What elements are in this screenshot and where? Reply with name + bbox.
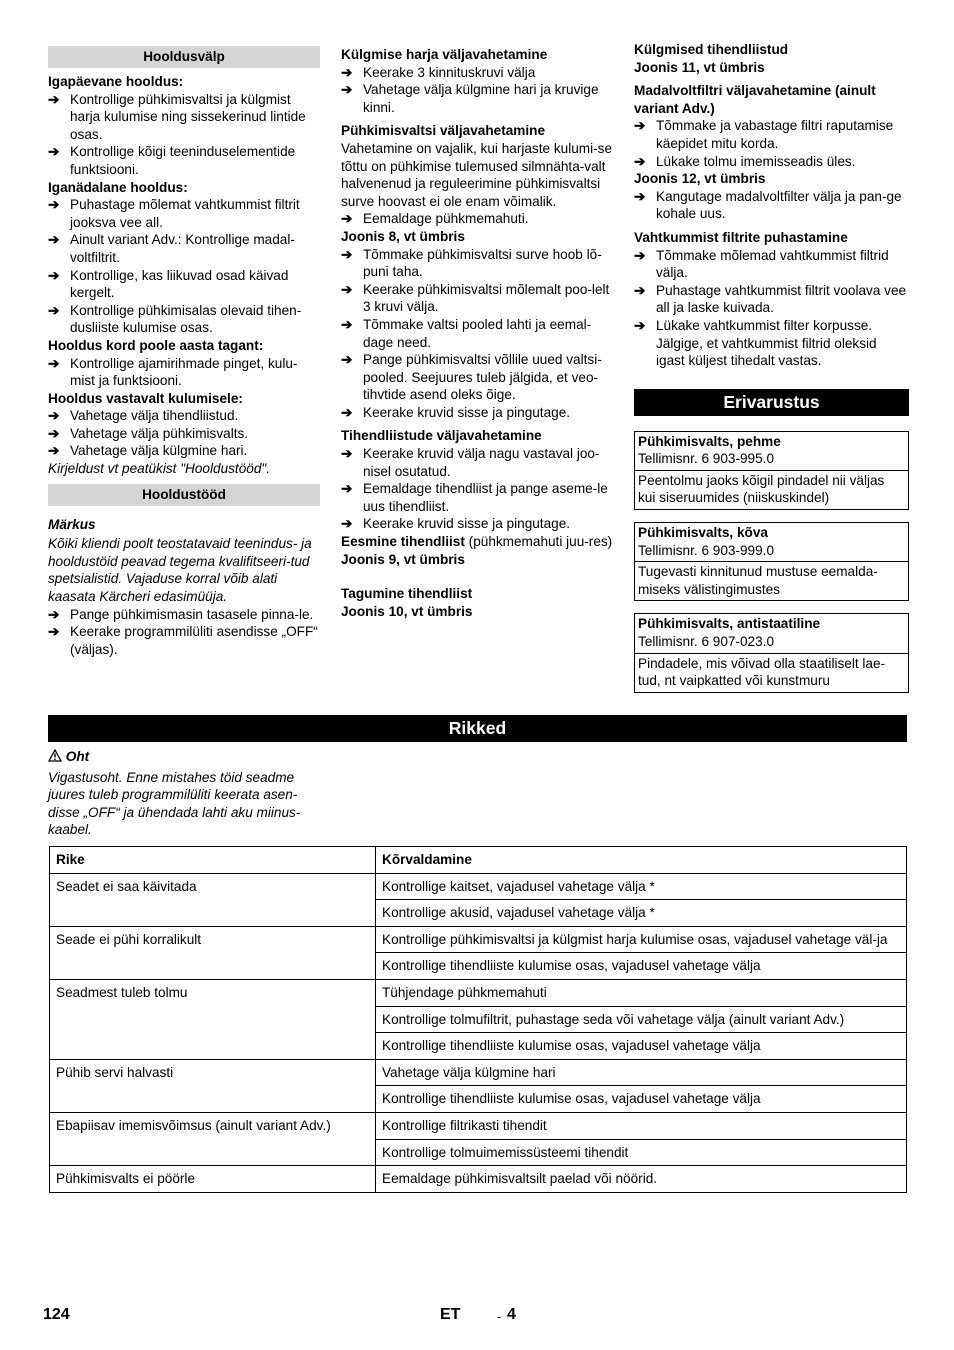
list-item: ➔ Eemaldage tihendliist ja pange aseme-le uus tihendliist. (341, 481, 608, 514)
remedy-cell: Kontrollige tihendliiste kulumise osas, vajadusel vahetage välja (376, 1033, 907, 1060)
list-item: ➔ Keerake kruvid sisse ja pingutage. (341, 516, 571, 532)
front-seal: Eesmine tihendliist (pühkmemahuti juu-res) (341, 534, 613, 550)
list-item: ➔ Tõmmake pühkimisvaltsi surve hoob lõ-puni taha. (341, 246, 602, 280)
accessory-name: Pühkimisvalts, kõva (638, 525, 768, 541)
arrow-right-icon: ➔ (634, 317, 646, 333)
arrow-right-icon: ➔ (634, 282, 646, 298)
section-heading-hooldusvalp: Hooldusvälp (48, 46, 320, 68)
table-row (50, 1112, 907, 1139)
daily-title: Igapäevane hooldus: (48, 74, 184, 89)
arrow-right-icon: ➔ (48, 144, 60, 160)
list-item: ➔ Kontrollige pühkimisvaltsi ja külgmist harja kulumise ning sissekerinud lintide osas. (48, 91, 306, 142)
list-item: ➔ Tõmmake ja vabastage filtri raputamise käepidet mitu korda. (634, 118, 894, 151)
remedy-cell: Kontrollige pühkimisvaltsi ja külgmist harja kulumise osas, vajadusel vahetage väl-ja (376, 926, 907, 953)
list-item: ➔ Vahetage välja külgmine hari ja kruvige kinni. (341, 82, 599, 115)
note-title: Märkus (48, 516, 96, 532)
faults-heading: Rikked (48, 715, 907, 742)
remedy-cell: Kontrollige tolmuimemissüsteemi tihendit (376, 1139, 907, 1166)
arrow-right-icon: ➔ (341, 64, 353, 80)
list-item: ➔ Pange pühkimismasin tasasele pinna-le. (48, 606, 314, 622)
arrow-right-icon: ➔ (48, 232, 60, 248)
roller-steps-list (341, 246, 614, 422)
halfyear-title: Hooldus kord poole aasta tagant: (48, 337, 264, 353)
list-item: ➔ Kontrollige, kas liikuvad osad käivad kergelt. (48, 267, 289, 301)
remedy-cell: Tühjendage pühkmemahuti (376, 979, 907, 1006)
figure-8-ref: Joonis 8, vt ümbris (341, 228, 465, 244)
accessory-order: Tellimisnr. 6 907-023.0 (638, 634, 775, 650)
language-code: ET (440, 1306, 461, 1323)
prep-steps-list (48, 606, 320, 659)
table-row (50, 926, 907, 953)
accessory-box-1 (634, 522, 909, 601)
arrow-right-icon: ➔ (634, 153, 646, 169)
header-fault: Rike (50, 847, 376, 874)
arrow-right-icon: ➔ (48, 267, 60, 283)
list-item: ➔ Keerake 3 kinnituskruvi välja (341, 64, 536, 80)
list-item: ➔ Kontrollige kõigi teeninduselementide funktsiooni. (48, 144, 296, 177)
accessory-order: Tellimisnr. 6 903-999.0 (638, 542, 775, 558)
table-row (50, 1059, 907, 1086)
remedy-cell: Kontrollige tolmufiltrit, puhastage seda või vahetage välja (ainult variant Adv.) (376, 1006, 907, 1033)
column-2 (341, 44, 614, 620)
list-item: ➔ Puhastage vahtkummist filtrit voolava vee all ja laske kuivada. (634, 282, 907, 316)
rear-seal-title: Tagumine tihendliist (341, 586, 473, 602)
arrow-right-icon: ➔ (634, 188, 646, 204)
daily-list (48, 91, 320, 179)
remedy-cell: Kontrollige akusid, vajadusel vahetage välja * (376, 900, 907, 927)
arrow-right-icon: ➔ (634, 118, 646, 134)
list-item: ➔ Keerake pühkimisvaltsi mõlemalt poo-lelt 3 kruvi välja. (341, 281, 610, 315)
arrow-right-icon: ➔ (48, 302, 60, 318)
list-item: ➔ Keerake kruvid välja nagu vastaval joo-nisel osutatud. (341, 446, 600, 479)
note-text: Kõiki kliendi poolt teostatavaid teenindus- ja hooldustöid peavad tegema kvalifitseeri-tud spetsialistid. Vajaduse korral võib alati kaasata Kärcheri edasimüüja. (48, 536, 312, 605)
column-3 (634, 41, 909, 693)
list-item: ➔ Vahetage välja külgmine hari. (48, 443, 248, 459)
arrow-right-icon: ➔ (341, 316, 353, 332)
page-separator: - (497, 1309, 502, 1324)
list-item: ➔ Keerake programmilüliti asendisse „OFF“ (väljas). (48, 624, 318, 657)
list-item: ➔ Keerake kruvid sisse ja pingutage. (341, 404, 571, 420)
list-item: ➔ Lükake tolmu imemisseadis üles. (634, 153, 856, 169)
arrow-right-icon: ➔ (48, 443, 60, 459)
list-item: ➔ Vahetage välja pühkimisvalts. (48, 425, 249, 441)
arrow-right-icon: ➔ (48, 91, 60, 107)
list-item: ➔ Kontrollige pühkimisalas olevaid tihen-dusliiste kulumise osas. (48, 302, 302, 336)
fault-cell: Pühib servi halvasti (50, 1059, 376, 1112)
list-item: ➔ Kontrollige ajamirihmade pinget, kulu-mist ja funktsiooni. (48, 355, 298, 389)
arrow-right-icon: ➔ (341, 404, 353, 420)
roller-intro: Vahetamine on vajalik, kui harjaste kulumi-se tõttu on pühkimise tulemused silmnähta-valt halvenenud ja reguleerimine pühkimisvaltsi surve hoovast ei ole enam võimalik. (341, 140, 612, 209)
warning-title-row (48, 748, 320, 766)
arrow-right-icon: ➔ (48, 606, 60, 622)
list-item: ➔ Tõmmake mõlemad vahtkummist filtrid välja. (634, 247, 889, 281)
arrow-right-icon: ➔ (634, 247, 646, 263)
arrow-right-icon: ➔ (48, 624, 60, 640)
accessory-name: Pühkimisvalts, antistaatiline (638, 616, 821, 632)
side-brush-list (341, 64, 614, 117)
seal-steps-list (341, 445, 614, 533)
weekly-title: Iganädalane hooldus: (48, 179, 188, 195)
remedy-cell: Kontrollige tihendliiste kulumise osas, vajadusel vahetage välja (376, 1086, 907, 1113)
arrow-right-icon: ➔ (48, 197, 60, 213)
accessory-order: Tellimisnr. 6 903-995.0 (638, 451, 775, 467)
list-item: ➔ Tõmmake valtsi pooled lahti ja eemal-dage need. (341, 316, 592, 350)
accessory-box-2 (634, 613, 909, 692)
accessory-desc: Peentolmu jaoks kõigil pindadel nii väljas kui siseruumides (niiskuskindel) (638, 472, 885, 506)
warning-block (48, 748, 320, 839)
fault-cell: Seade ei pühi korralikult (50, 926, 376, 979)
remedy-cell: Kontrollige kaitset, vajadusel vahetage välja * (376, 873, 907, 900)
roller-step-0: ➔ Eemaldage pühkmemahuti. (341, 211, 529, 227)
section-heading-hooldustood: Hooldustööd (48, 484, 320, 506)
table-row (50, 873, 907, 900)
section-page-number: 4 (507, 1306, 516, 1323)
accessory-desc: Tugevasti kinnitunud mustuse eemalda-miseks välistingimustes (638, 564, 878, 597)
wear-title: Hooldus vastavalt kulumisele: (48, 390, 243, 406)
halfyear-list (48, 355, 320, 390)
list-item: ➔ Vahetage välja tihendliistud. (48, 408, 239, 424)
list-item: ➔ Puhastage mõlemat vahtkummist filtrit jooksva vee all. (48, 197, 300, 230)
fault-cell: Pühkimisvalts ei pöörle (50, 1166, 376, 1193)
fault-cell: Ebapiisav imemisvõimsus (ainult variant Adv.) (50, 1112, 376, 1165)
foam-steps-list (634, 247, 909, 370)
list-item: ➔ Lükake vahtkummist filter korpusse. Jälgige, et vahtkummist filtrid oleksid igast küljest tihedalt vastas. (634, 317, 877, 369)
weekly-list (48, 196, 320, 337)
header-remedy: Kõrvaldamine (376, 847, 907, 874)
side-brush-title: Külgmise harja väljavahetamine (341, 47, 548, 62)
list-item: ➔ Ainult variant Adv.: Kontrollige madal-voltfiltrit. (48, 232, 295, 265)
arrow-right-icon: ➔ (341, 246, 353, 262)
table-row (50, 1166, 907, 1193)
warning-text: Vigastusoht. Enne mistahes töid seadme juures tuleb programmilüliti keerata asen-disse „OFF“ ja ühendada lahti aku miinus-kaabel. (48, 769, 301, 838)
arrow-right-icon: ➔ (341, 516, 353, 532)
lateral-seal-title: Külgmised tihendliistud (634, 42, 789, 57)
filter-steps-list (634, 117, 909, 170)
remedy-cell: Eemaldage pühkimisvaltsilt paelad või nöörid. (376, 1166, 907, 1193)
arrow-right-icon: ➔ (341, 446, 353, 462)
table-row (50, 979, 907, 1006)
arrow-right-icon: ➔ (341, 481, 353, 497)
remedy-cell: Kontrollige tihendliiste kulumise osas, vajadusel vahetage välja (376, 953, 907, 980)
remedy-cell: Vahetage välja külgmine hari (376, 1059, 907, 1086)
figure-11-ref: Joonis 11, vt ümbris (634, 59, 765, 75)
wear-list (48, 407, 320, 460)
accessory-desc: Pindadele, mis võivad olla staatiliselt lae-tud, nt vaipkatted või kunstmuru (638, 655, 886, 689)
arrow-right-icon: ➔ (341, 82, 353, 98)
warning-title: Oht (65, 749, 90, 764)
filter-title: Madalvoltfiltri väljavahetamine (ainult variant Adv.) (634, 83, 876, 116)
accessory-name: Pühkimisvalts, pehme (638, 433, 781, 449)
faults-table (49, 846, 907, 1193)
column-1 (48, 44, 320, 658)
fault-cell: Seadet ei saa käivitada (50, 873, 376, 926)
accessory-box-0 (634, 431, 909, 510)
arrow-right-icon: ➔ (48, 425, 60, 441)
page-number: 124 (43, 1306, 70, 1323)
roller-title: Pühkimisvaltsi väljavahetamine (341, 123, 546, 139)
list-item: ➔ Pange pühkimisvaltsi võllile uued valtsi-pooled. Seejuures tuleb jälgida, et veo-tihvtide asend oleks õige. (341, 352, 602, 403)
foam-title: Vahtkummist filtrite puhastamine (634, 229, 848, 245)
seal-title: Tihendliistude väljavahetamine (341, 428, 542, 444)
arrow-right-icon: ➔ (341, 281, 353, 297)
figure-12-ref: Joonis 12, vt ümbris (634, 171, 766, 187)
accessories-heading: Erivarustus (634, 389, 909, 416)
arrow-right-icon: ➔ (341, 211, 353, 227)
wear-note: Kirjeldust vt peatükist "Hooldustööd". (48, 461, 270, 477)
fault-cell: Seadmest tuleb tolmu (50, 979, 376, 1059)
figure-9-ref: Joonis 9, vt ümbris (341, 551, 465, 567)
arrow-right-icon: ➔ (341, 352, 353, 368)
remedy-cell: Kontrollige filtrikasti tihendit (376, 1112, 907, 1139)
figure-10-ref: Joonis 10, vt ümbris (341, 603, 473, 619)
warning-triangle-icon (48, 749, 62, 762)
arrow-right-icon: ➔ (48, 408, 60, 424)
filter-step-3: ➔ Kangutage madalvoltfilter välja ja pan-ge kohale uus. (634, 188, 902, 222)
arrow-right-icon: ➔ (48, 355, 60, 371)
